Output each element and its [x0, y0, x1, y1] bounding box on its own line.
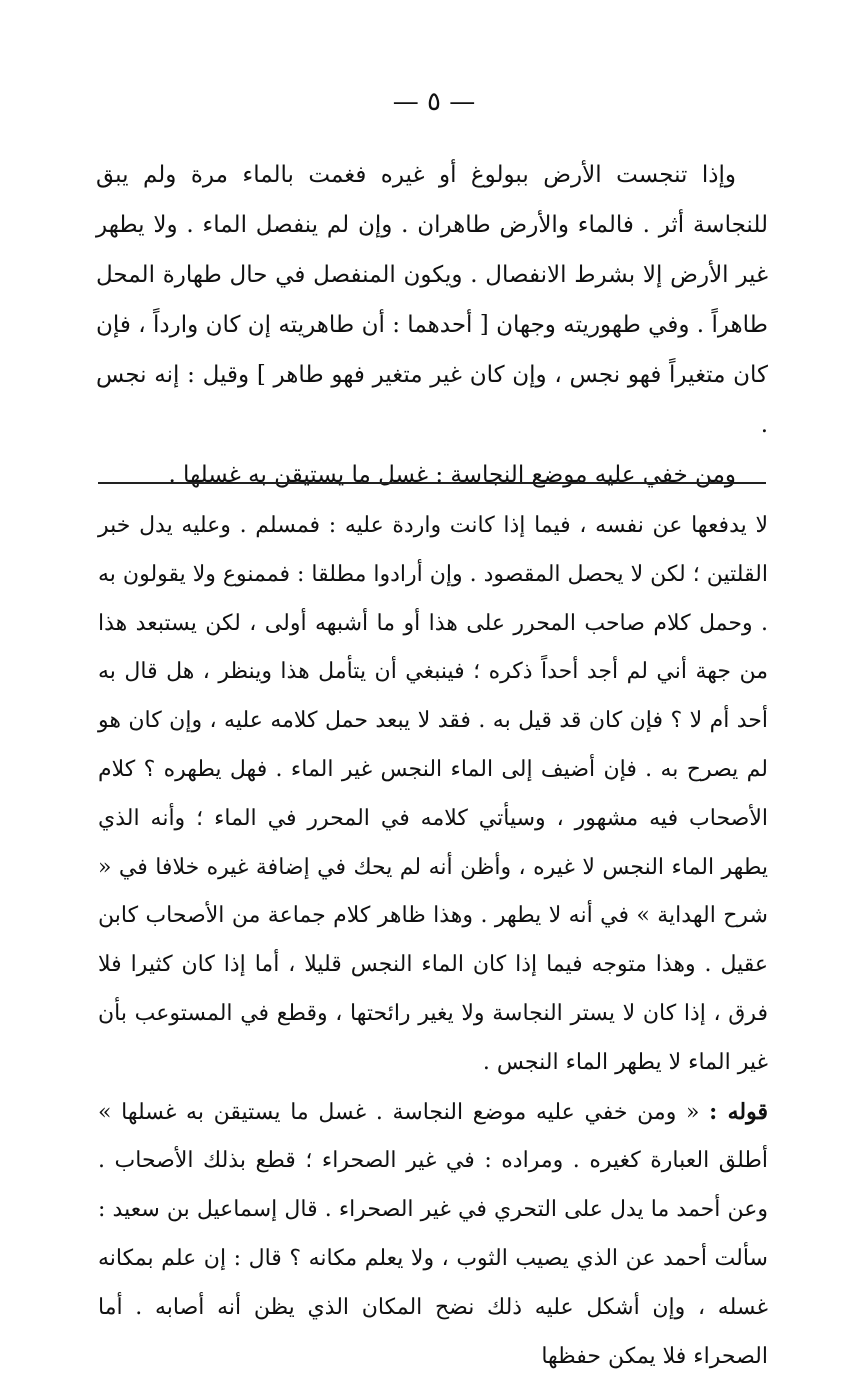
footnote-text: « ومن خفي عليه موضع النجاسة . غسل ما يستيقن به غسلها » أطلق العبارة كغيره . ومراده : في غير الصحراء ؛ قطع بذلك الأصحاب . وعن أحمد ما يدل على التحري في غير الصحراء . قال إسماعيل بن سعيد : سألت أحمد عن الذي يصيب الثوب ، ولا يعلم مكانه ؟ قال : إن علم بمكانه غسله ، وإن أشكل عليه ذلك نضح المكان الذي يظن أنه أصابه . أما الصحراء فلا يمكن حفظها — [98, 1099, 768, 1369]
footnotes — [98, 502, 768, 1381]
footnote-lead: قوله : — [709, 1098, 768, 1125]
main-paragraph: وإذا تنجست الأرض ببولوغ أو غيره فغمت بالماء مرة ولم يبق للنجاسة أثر . فالماء والأرض طاهران . وإن لم ينفصل الماء . ولا يطهر غير الأرض إلا بشرط الانفصال . ويكون المنفصل في حال طهارة المحل طاهراً . وفي طهوريته وجهان [ أحدهما : أن طاهريته إن كان وارداً ، فإن كان متغيراً فهو نجس ، وإن كان غير متغير فهو طاهر ] وقيل : إنه نجس . — [96, 162, 768, 438]
footnote-paragraph — [98, 1088, 768, 1382]
footnote-separator-rule — [98, 482, 766, 484]
main-text — [96, 150, 768, 500]
footnote-paragraph: لا يدفعها عن نفسه ، فيما إذا كانت واردة عليه : فمسلم . وعليه يدل خبر القلتين ؛ لكن لا يحصل المقصود . وإن أرادوا مطلقا : فممنوع ولا يقولون به . وحمل كلام صاحب المحرر على هذا أو ما أشبهه أولى ، لكن يستبعد هذا من جهة أني لم أجد أحداً ذكره ؛ فينبغي أن يتأمل هذا وينظر ، هل قال به أحد أم لا ؟ فإن كان قد قيل به . فقد لا يبعد حمل كلامه عليه ، وإن كان هو لم يصرح به . فإن أضيف إلى الماء النجس غير الماء . فهل يطهره ؟ كلام الأصحاب فيه مشهور ، وسيأتي كلامه في المحرر في الماء ؛ وأنه الذي يطهر الماء النجس لا غيره ، وأظن أنه لم يحك في إضافة غيره خلافا في « شرح الهداية » في أنه لا يطهر . وهذا ظاهر كلام جماعة من الأصحاب كابن عقيل . وهذا متوجه فيما إذا كان الماء النجس قليلا ، أما إذا كان كثيرا فلا فرق ، إذا كان لا يستر النجاسة ولا يغير رائحتها ، وقطع في المستوعب بأن غير الماء لا يطهر الماء النجس . — [98, 513, 768, 1075]
page-number: — ٥ — — [392, 87, 476, 117]
main-paragraph: ومن خفي عليه موضع النجاسة : غسل ما يستيقن به غسلها . — [168, 462, 736, 488]
